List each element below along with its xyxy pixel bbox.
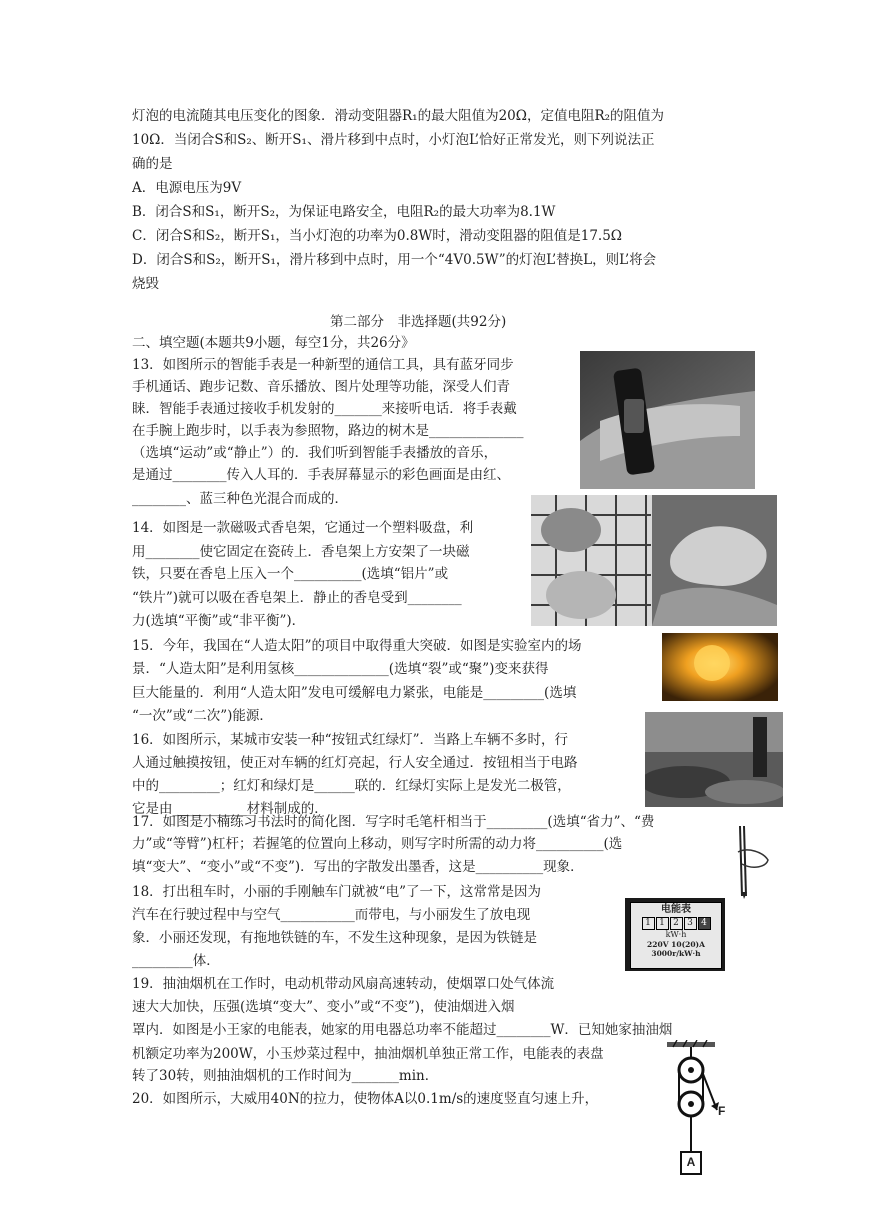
text-line: 20．如图所示，大威用40N的拉力，使物体A以0.1m/s的速度竖直匀速上升， <box>132 1091 599 1107</box>
meter-title: 电能表 <box>661 904 691 915</box>
text-line: 景．“人造太阳”是利用氢核______________(选填“裂”或“聚”)变来获得 <box>132 661 549 677</box>
text-line: 它是由___________材料制成的． <box>132 801 328 817</box>
option-d: D．闭合S和S₂，断开S₁，滑片移到中点时，用一个“4V0.5W”的灯泡L’替换L，则L’将会 <box>132 252 657 268</box>
text-line: 填“变大”、“变小”或“不变”)．写出的字散发出墨香，这是__________现象． <box>132 859 584 875</box>
text-line: 巨大能量的．利用“人造太阳”发电可缓解电力紧张，电能是_________(选填 <box>132 685 577 701</box>
text-line: 在手腕上跑步时，以手表为参照物，路边的树木是______________ <box>132 423 524 439</box>
meter-digit-decimal: 4 <box>698 917 711 930</box>
smartwatch-photo <box>580 351 755 489</box>
part-title: 第二部分 非选择题(共92分) <box>330 314 507 330</box>
text-line: 转了30转，则抽油烟机的工作时间为_______min． <box>132 1068 439 1084</box>
force-label: F <box>718 1104 726 1118</box>
text-line: 13．如图所示的智能手表是一种新型的通信工具，具有蓝牙同步 <box>132 357 514 373</box>
text-line: 确的是 <box>132 156 173 172</box>
text-line: 14．如图是一款磁吸式香皂架，它通过一个塑料吸盘，利 <box>132 520 474 536</box>
text-line: 象．小丽还发现，有拖地铁链的车，不发生这种现象，是因为铁链是 <box>132 930 537 946</box>
pulley-figure <box>665 1040 730 1180</box>
text-line: 19．抽油烟机在工作时，电动机带动风扇高速转动，使烟罩口处气体流 <box>132 976 555 992</box>
text-line: 力”或“等臂”)杠杆；若握笔的位置向上移动，则写字时所需的动力将__________(选 <box>132 836 623 852</box>
traffic-light-photo <box>645 712 783 807</box>
text-line: 人通过触摸按钮，使正对车辆的红灯亮起，行人安全通过．按钮相当于电路 <box>132 755 578 771</box>
meter-spec-revs: 3000r/kW·h <box>651 949 701 958</box>
text-line: 力(选填“平衡”或“非平衡”)． <box>132 613 306 629</box>
text-line: 18．打出租车时，小丽的手刚触车门就被“电”了一下，这常常是因为 <box>132 884 541 900</box>
option-a: A．电源电压为9V <box>132 180 242 196</box>
text-line: “一次”或“二次”)能源． <box>132 708 273 724</box>
text-line: 是通过________传入人耳的．手表屏幕显示的彩色画面是由红、 <box>132 467 510 483</box>
text-line: 中的_________；红灯和绿灯是______联的．红绿灯实际上是发光二极管， <box>132 778 571 794</box>
text-line: 用________使它固定在瓷砖上．香皂架上方安架了一块磁 <box>132 544 470 560</box>
meter-digit: 1 <box>656 917 669 930</box>
artificial-sun-photo <box>662 633 778 701</box>
option-b: B．闭合S和S₁，断开S₂，为保证电路安全，电阻R₂的最大功率为8.1W <box>132 204 556 220</box>
text-line: _________体． <box>132 953 220 969</box>
block-label: A <box>686 1155 696 1169</box>
text-line: “铁片”)就可以吸在香皂架上．静止的香皂受到________ <box>132 590 462 606</box>
brush-drawing <box>728 822 773 900</box>
text-line: 铁，只要在香皂上压入一个__________(选填“铝片”或 <box>132 566 449 582</box>
soap-holder-photo <box>531 495 777 626</box>
meter-digits <box>631 917 721 930</box>
text-line: 罩内．如图是小王家的电能表，她家的用电器总功率不能超过________W．已知她家抽油烟 <box>132 1022 673 1038</box>
option-c: C．闭合S和S₂，断开S₁，当小灯泡的功率为0.8W时，滑动变阻器的阻值是17.5Ω <box>132 228 622 244</box>
meter-spec-voltage: 220V 10(20)A <box>647 940 705 949</box>
section-heading: 二、填空题(本题共9小题，每空1分，共26分》 <box>132 335 415 351</box>
text-line: 汽车在行驶过程中与空气___________而带电，与小丽发生了放电现 <box>132 907 531 923</box>
text-line: 烧毁 <box>132 276 159 292</box>
meter-unit: kW·h <box>665 930 687 939</box>
text-line: 机额定功率为200W，小玉炒菜过程中，抽油烟机单独正常工作，电能表的表盘 <box>132 1046 604 1062</box>
text-line: 15．今年，我国在“人造太阳”的项目中取得重大突破．如图是实验室内的场 <box>132 638 582 654</box>
text-line: 16．如图所示，某城市安装一种“按钮式红绿灯”．当路上车辆不多时，行 <box>132 732 568 748</box>
energy-meter-figure <box>625 898 725 971</box>
meter-digit: 3 <box>684 917 697 930</box>
text-line: 17．如图是小楠练习书法时的简化图．写字时毛笔杆相当于_________(选填“省力”、“费 <box>132 814 655 830</box>
text-line: 手机通话、跑步记数、音乐播放、图片处理等功能，深受人们青 <box>132 379 510 395</box>
text-line: 灯泡的电流随其电压变化的图象．滑动变阻器R₁的最大阻值为20Ω，定值电阻R₂的阻值为 <box>132 108 665 124</box>
meter-digit: 1 <box>642 917 655 930</box>
text-line: ________、蓝三种色光混合而成的． <box>132 491 348 507</box>
text-line: 速大大加快，压强(选填“变大”、变小”或“不变”)，使油烟进入烟 <box>132 999 515 1015</box>
meter-digit: 2 <box>670 917 683 930</box>
text-line: 睐．智能手表通过接收手机发射的_______来接听电话．将手表戴 <box>132 401 517 417</box>
text-line: （选填“运动”或“静止”）的．我们听到智能手表播放的音乐， <box>132 445 498 461</box>
text-line: 10Ω．当闭合S和S₂、断开S₁、滑片移到中点时，小灯泡L’恰好正常发光，则下列说法正 <box>132 132 655 148</box>
